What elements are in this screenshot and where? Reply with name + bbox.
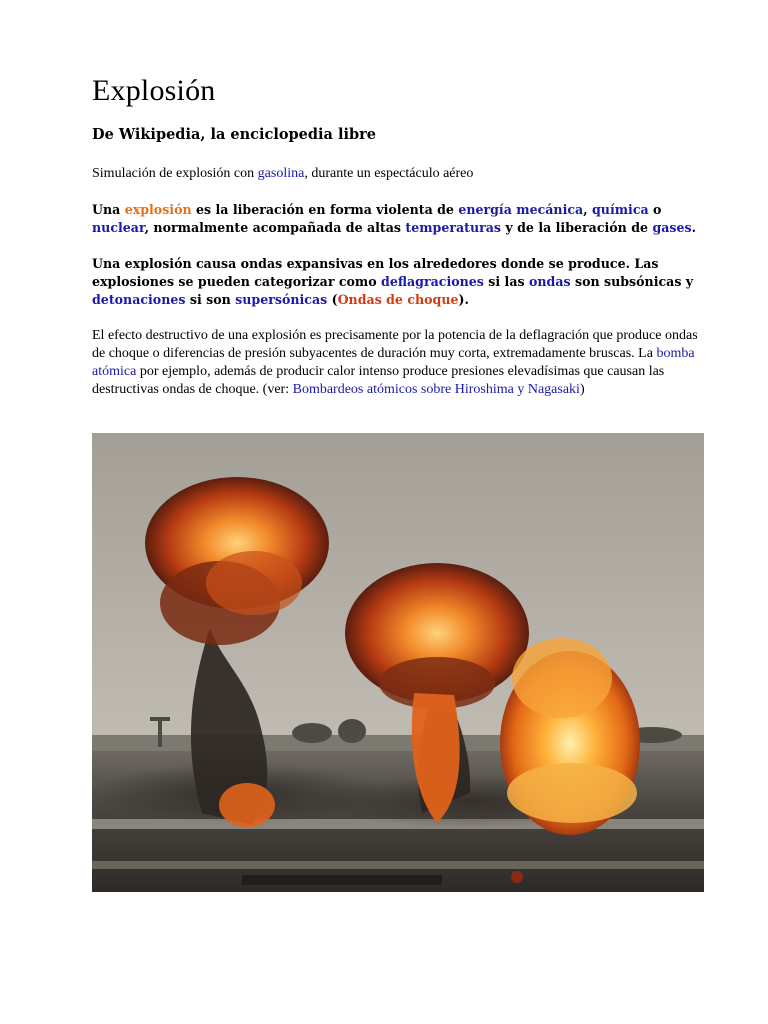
waves-text-3: son subsónicas y [570, 274, 694, 289]
link-gases[interactable]: gases [652, 220, 692, 235]
explosion-photo [92, 433, 704, 892]
caption-text-1: Simulación de explosión con [92, 166, 258, 181]
link-energia-mecanica[interactable]: energía mecánica [458, 202, 584, 217]
link-nuclear[interactable]: nuclear [92, 220, 145, 235]
effect-text-1: El efecto destructivo de una explosión es precisamente por la potencia de la deflagración que produce ondas de choque o diferencias de presión subyacentes de duración muy corta, extremadamente bruscas. La [92, 328, 698, 361]
link-gasolina[interactable]: gasolina [257, 166, 305, 181]
link-explosion[interactable]: explosión [124, 202, 192, 217]
link-temperaturas[interactable]: temperaturas [405, 220, 502, 235]
effect-text-3: ) [579, 382, 585, 397]
link-bombardeos-hiroshima-nagasaki[interactable]: Bombardeos atómicos sobre Hiroshima y Nagasaki [292, 382, 580, 397]
link-bomba-atomica[interactable]: bomba atómica [92, 346, 695, 379]
def-text-5: , normalmente acompañada de altas [144, 220, 406, 235]
page-subtitle: De Wikipedia, la enciclopedia libre [92, 126, 376, 143]
link-supersonicas[interactable]: supersónicas [235, 292, 328, 307]
link-ondas-de-choque[interactable]: Ondas de choque [337, 292, 459, 307]
waves-paragraph [92, 255, 704, 309]
effect-text-2: por ejemplo, además de producir calor intenso produce presiones elevadísimas que causan las destructivas ondas de choque. (ver: [92, 364, 665, 397]
effect-paragraph [92, 327, 704, 399]
waves-text-4: si son [185, 292, 236, 307]
waves-text-5: ( [327, 292, 338, 307]
waves-text-2: si las [483, 274, 529, 289]
def-text-1: Una [92, 202, 125, 217]
definition-paragraph [92, 201, 704, 237]
def-text-4: o [648, 202, 662, 217]
waves-text-6: ). [458, 292, 469, 307]
image-caption [92, 165, 704, 183]
def-text-6: y de la liberación de [501, 220, 653, 235]
def-text-3: , [583, 202, 592, 217]
link-ondas[interactable]: ondas [528, 274, 571, 289]
def-text-2: es la liberación en forma violenta de [191, 202, 459, 217]
page-title: Explosión [92, 74, 216, 107]
waves-text-1: Una explosión causa ondas expansivas en los alrededores donde se produce. Las explosiones se pueden categorizar como [92, 256, 659, 289]
caption-text-2: , durante un espectáculo aéreo [304, 166, 474, 181]
def-text-7: . [691, 220, 696, 235]
link-deflagraciones[interactable]: deflagraciones [381, 274, 484, 289]
link-detonaciones[interactable]: detonaciones [92, 292, 186, 307]
link-quimica[interactable]: química [591, 202, 649, 217]
